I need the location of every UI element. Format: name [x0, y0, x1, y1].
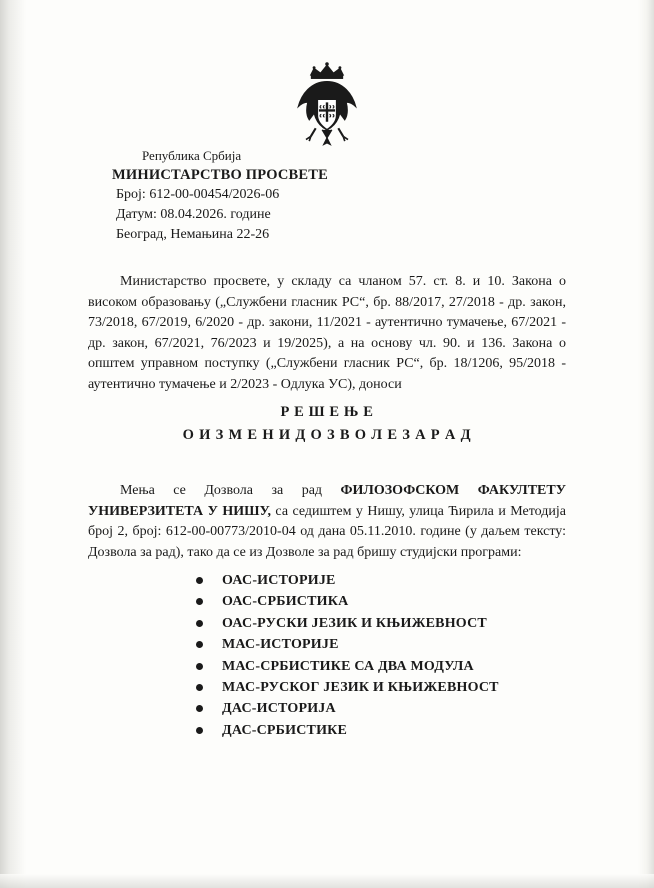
- institution-name: ФИЛОЗОФСКОМ ФАКУЛТЕТУ УНИВЕРЗИТЕТА У НИШУ,: [88, 483, 566, 519]
- program-name: МАС-СРБИСТИКЕ СА ДВА МОДУЛА: [222, 658, 474, 674]
- serbian-coat-of-arms-icon: [0, 62, 654, 151]
- program-name: ДАС-СРБИСТИКЕ: [222, 722, 348, 738]
- bullet-icon: [196, 598, 203, 605]
- program-name: МАС-РУСКОГ ЈЕЗИК И КЊИЖЕВНОСТ: [222, 680, 499, 696]
- bullet-icon: [196, 620, 203, 627]
- list-item: [196, 634, 499, 655]
- document-number: Број: 612-00-00454/2026-06: [116, 187, 280, 202]
- body-rest-text: са седиштем у Нишу, улица Ћирила и Методија број 2, број: 612-00-00773/2010-04 од дана 05.11.2010. године (у даљем тексту: Дозвола за рад), тако да се из Дозволе за рад бришу студијски програми:: [88, 503, 567, 560]
- program-name: ОАС-ИСТОРИЈЕ: [222, 573, 336, 588]
- bullet-icon: [196, 684, 203, 691]
- list-item: [196, 677, 499, 698]
- country-name: Република Србија: [142, 148, 242, 163]
- list-item: [196, 591, 499, 612]
- program-name: ОАС-СРБИСТИКА: [222, 594, 349, 610]
- removed-study-programs-list: [196, 570, 499, 741]
- body-lead-text: Мења се Дозвола за рад: [120, 483, 341, 498]
- bullet-icon: [196, 641, 203, 648]
- program-name: ОАС-РУСКИ ЈЕЗИК И КЊИЖЕВНОСТ: [222, 615, 487, 631]
- intro-paragraph-text: Министарство просвете, у складу са чланом 57. ст. 8. и 10. Закона о високом образовању („Службени гласник РС“, бр. 88/2017, 27/2018 - др. закон, 73/2018, 67/2019, 6/2020 - др. закони, 11/2021 - аутентично тумачење, 67/2021 - др. закон, 67/2021, 76/2023 и 19/2025), а на основу чл. 90. и 136. Закона о општем управном поступку („Службени гласник РС“, бр. 18/1206, 95/2018 - аутентично тумачење и 2/2023 - Одлука УС), доноси: [88, 274, 566, 392]
- bullet-icon: [196, 663, 203, 670]
- bullet-icon: [196, 705, 203, 712]
- list-item: [196, 720, 499, 741]
- body-paragraph: [88, 481, 566, 563]
- intro-paragraph: [88, 272, 566, 395]
- letterhead: [112, 146, 572, 245]
- document-address: Београд, Немањина 22-26: [116, 227, 270, 242]
- bullet-icon: [196, 727, 203, 734]
- ministry-name: МИНИСТАРСТВО ПРОСВЕТЕ: [112, 167, 329, 183]
- decision-title: Р Е Ш Е Њ Е: [280, 404, 374, 420]
- list-item: [196, 570, 499, 591]
- list-item: [196, 656, 499, 677]
- decision-subtitle: О И З М Е Н И Д О З В О Л Е З А Р А Д: [182, 427, 472, 443]
- list-item: [196, 698, 499, 719]
- program-name: МАС-ИСТОРИЈЕ: [222, 637, 339, 653]
- bullet-icon: [196, 577, 203, 584]
- program-name: ДАС-ИСТОРИЈА: [222, 701, 336, 717]
- document-date: Датум: 08.04.2026. године: [116, 207, 271, 222]
- list-item: [196, 613, 499, 634]
